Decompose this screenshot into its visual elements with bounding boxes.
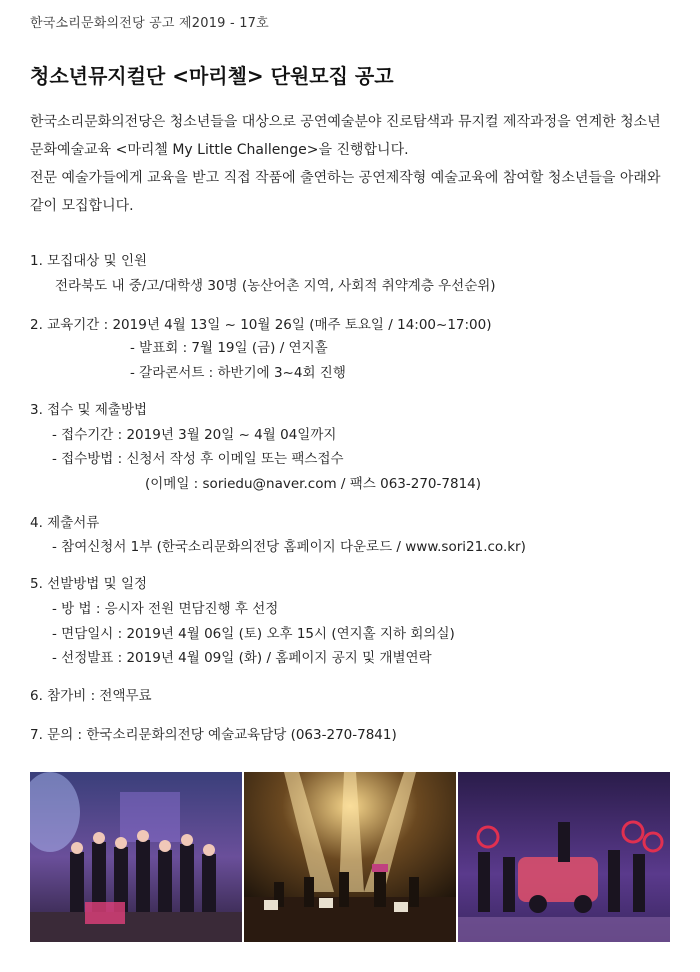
section-3-line-3: (이메일 : soriedu@naver.com / 팩스 063-270-7814) (145, 476, 482, 492)
section-5-line-1: - 방 법 : 응시자 전원 면담진행 후 선정 (52, 601, 279, 617)
notice-number: 한국소리문화의전당 공고 제2019 - 17호 (30, 16, 269, 31)
intro-text-2: 전문 예술가들에게 교육을 받고 직접 작품에 출연하는 공연제작형 예술교육에 참여할 청소년들을 아래와 같이 모집합니다. (30, 170, 661, 214)
section-2-line-1: - 발표회 : 7월 19일 (금) / 연지홀 (130, 340, 328, 356)
section-5-line-2: - 면담일시 : 2019년 4월 06일 (토) 오후 15시 (연지홀 지하 회의실) (52, 626, 455, 642)
performance-photo-1 (30, 772, 242, 942)
performance-photo-3 (458, 772, 670, 942)
performance-photos (30, 772, 670, 942)
section-1-line: 전라북도 내 중/고/대학생 30명 (농산어촌 지역, 사회적 취약계층 우선순위) (55, 278, 496, 294)
section-6-heading: 6. 참가비 : 전액무료 (30, 688, 152, 704)
intro-text-1: 한국소리문화의전당은 청소년들을 대상으로 공연예술분야 진로탐색과 뮤지컬 제작과정을 연계한 청소년 문화예술교육 <마리첼 My Little Challenge>을 진행합니다. (30, 114, 661, 158)
section-3-line-1: - 접수기간 : 2019년 3월 20일 ~ 4월 04일까지 (52, 427, 337, 443)
intro-paragraph (30, 108, 675, 220)
section-5-heading: 5. 선발방법 및 일정 (30, 576, 148, 592)
section-7-heading: 7. 문의 : 한국소리문화의전당 예술교육담당 (063-270-7841) (30, 727, 397, 743)
section-2-line-2: - 갈라콘서트 : 하반기에 3~4회 진행 (130, 365, 346, 381)
page-title: 청소년뮤지컬단 <마리첼> 단원모집 공고 (30, 64, 394, 88)
section-5-line-3: - 선정발표 : 2019년 4월 09일 (화) / 홈페이지 공지 및 개별연락 (52, 650, 432, 666)
section-4-line-1: - 참여신청서 1부 (한국소리문화의전당 홈페이지 다운로드 / www.sori21.co.kr) (52, 539, 526, 555)
section-3-heading: 3. 접수 및 제출방법 (30, 402, 148, 418)
section-3-line-2: - 접수방법 : 신청서 작성 후 이메일 또는 팩스접수 (52, 451, 344, 467)
performance-photo-2 (244, 772, 456, 942)
section-4-heading: 4. 제출서류 (30, 515, 100, 531)
section-2-heading: 2. 교육기간 : 2019년 4월 13일 ~ 10월 26일 (매주 토요일 / 14:00~17:00) (30, 317, 492, 333)
section-1-heading: 1. 모집대상 및 인원 (30, 253, 148, 269)
